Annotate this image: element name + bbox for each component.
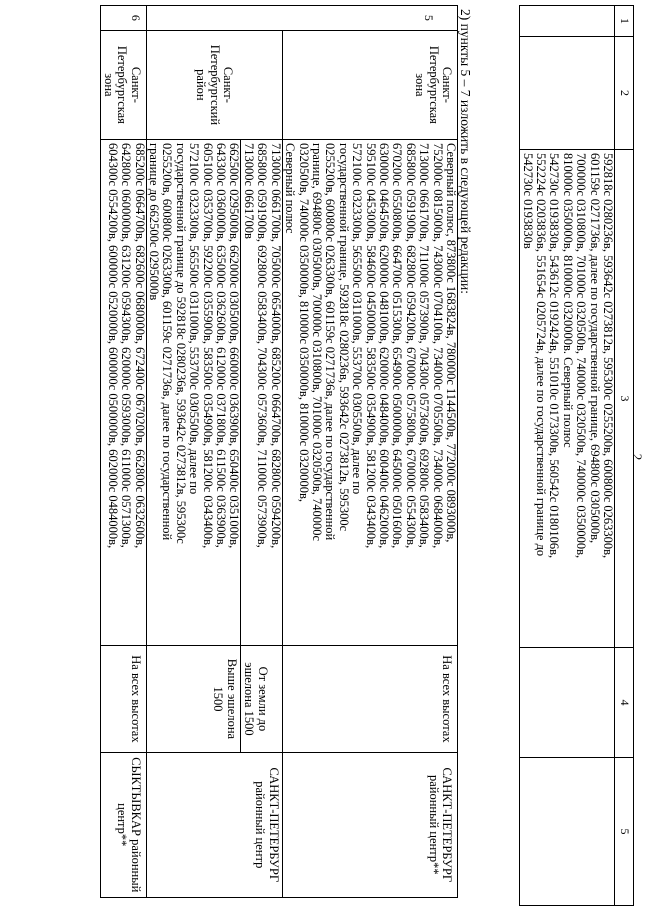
cell-num [520, 6, 615, 37]
table-row [101, 6, 146, 898]
boundary-line: 552224с 0203836в, 551654с 0205724в, далее по государственной границе до [533, 153, 548, 557]
boundary-line: 0255200в, 600800с 0263300в, 601159с 0271736в, далее по государственной [323, 143, 338, 541]
boundary-line: 0320500в, 740000с 0350000в, 810000с 0350000в, 810000с 0320000в, [296, 143, 311, 503]
table-row [146, 6, 282, 898]
zone-name: Санкт-Петербургская зона [101, 30, 146, 139]
boundary-line: 0255200в, 600800с 0263300в, 601159с 0271736в, далее по государственной [160, 143, 175, 541]
cell-zone [520, 37, 615, 150]
continuation-table [519, 5, 634, 906]
boundary-line: 595100с 0453000в, 584600с 0450000в, 583500с 0354900в, 581200с 0343400в, [363, 143, 378, 549]
column-header-1: 1 [615, 6, 634, 37]
boundary-line: границе, 694800с 0305000в, 700000с 0310800в, 701000с 0320500в, 740000с [309, 143, 324, 542]
boundary-line: 713000с 0661700в [241, 143, 256, 239]
boundary-line: 752000с 0815000в, 743000с 0704100в, 734000с 0705500в, 734000с 0684000в, [430, 143, 445, 549]
boundary-line: 604300с 0554200в, 600000с 0520000в, 600000с 0500000в, 602000с 0484000в, [105, 143, 120, 549]
boundary-line: 713000с 0661700в, 705000с 0654000в, 685200с 0664700в, 682800с 0594200в, [268, 143, 283, 549]
boundary-line: 642800с 0600000в, 631200с 0594300в, 620000с 0593000в, 611000с 0571300в, [119, 143, 134, 548]
boundary-line: 713000с 0661700в, 711000с 0573900в, 704300с 0573600в, 692800с 0583400в, [417, 143, 432, 548]
cell-height [520, 648, 615, 758]
boundary-line: 601159с 0271736в, далее по государственной границе, 694800с 0305000в, [587, 153, 602, 544]
column-header-4: 4 [615, 648, 634, 758]
boundary-line: 700000с 0310800в, 701000с 0320500в, 740000с 0320500в, 740000с 0350000в, [574, 153, 589, 559]
cell-boundary [146, 140, 282, 646]
boundary-line: границе до 662500с 0295000в [147, 143, 162, 301]
boundary-line: 685800с 0591900в, 692800с 0583400в, 704300с 0573600в, 711000с 0573900в, [255, 143, 270, 548]
boundary-line: 662500с 0295000в, 662000с 0305000в, 660000с 0363900в, 650400с 0351000в, [227, 143, 242, 549]
height-limits: На всех высотах [282, 646, 457, 752]
boundary-group-high [147, 140, 241, 645]
page-number: 2 [630, 453, 645, 461]
table-row [520, 6, 615, 906]
boundary-line: 670200с 0550800в, 664700с 0515300в, 654900с 0500000в, 645000с 0501600в, [390, 143, 405, 549]
boundary-line: государственной границе, 592818с 0280236в, 593642с 0273812в, 595300с [336, 143, 351, 532]
control-center: СЫКТЫВКАР районный центр** [101, 752, 146, 897]
column-header-3: 3 [615, 150, 634, 648]
zone-name: Санкт-Петербургская зона [282, 30, 457, 139]
zone-name: Санкт-Петербургский район [146, 30, 282, 139]
height-limits-high: Выше эшелона 1500 [211, 658, 239, 740]
boundary-line: 685800с 0591900в, 682800с 0594200в, 670000с 0575800в, 670000с 0554300в, [403, 143, 418, 549]
control-center: САНКТ-ПЕТЕРБУРГ районный центр [146, 752, 282, 897]
row-number: 5 [146, 6, 457, 31]
boundary-line: 643300с 0360000в, 635000с 0362600в, 612000с 0371800в, 611500с 0363900в, [214, 143, 229, 548]
height-limits-low: От земли до эшелона 1500 [240, 646, 282, 751]
cell-boundary [282, 140, 457, 646]
cell-boundary [520, 150, 615, 648]
boundary-line: 605100с 0353700в, 592200с 0355900в, 583500с 0354900в, 581200с 0343400в, [200, 143, 215, 549]
boundary-line: 630000с 0464500в, 620000с 0481000в, 620000с 0484000в, 600400с 0462000в, [376, 143, 391, 549]
boundary-line: 542730с 0193830в, 543612с 0192424в, 551010с 0173300в, 560542с 0180106в, [547, 153, 562, 559]
boundary-line: Северный полюс [283, 143, 298, 234]
boundary-line: 810000с 0350000в, 810000с 0320000в. Северный полюс [560, 153, 575, 448]
table-header-row [615, 6, 634, 906]
boundary-line: государственной границе до 592818с 0280236в, 593642с 0273812в, 595300с [173, 143, 188, 544]
boundary-line: 592818с 0280236в, 593642с 0273812в, 595300с 0255200в, 600800с 0263300в, [601, 153, 615, 559]
height-limits: На всех высотах [101, 646, 146, 752]
boundary-line: Северный полюс, 873800с 1683824в, 780000с 1144500в, 772000с 0893000в, [444, 143, 458, 543]
column-header-2: 2 [615, 37, 634, 150]
table-row [282, 6, 457, 898]
boundary-line: 542730с 0193830в [520, 153, 535, 249]
boundary-group-low [241, 140, 282, 645]
section-heading: 2) пункты 5 – 7 изложить в следующей редакции: [458, 9, 473, 295]
zones-table [100, 5, 458, 898]
cell-height [146, 646, 282, 752]
cell-boundary [101, 140, 146, 646]
row-number: 6 [101, 6, 146, 31]
control-center: САНКТ-ПЕТЕРБУРГ районный центр** [282, 752, 457, 897]
column-header-5: 5 [615, 758, 634, 906]
boundary-line: 685200с 0664700в, 682600с 0680000в, 672400с 0670200в, 662800с 0632600в, [132, 143, 147, 549]
cell-center [520, 758, 615, 906]
boundary-line: 572100с 0323300в, 565500с 0311000в, 553700с 0305500в, далее по [350, 143, 365, 495]
boundary-line: 572100с 0323300в, 565500с 0311000в, 553700с 0305500в, далее по [187, 143, 202, 495]
